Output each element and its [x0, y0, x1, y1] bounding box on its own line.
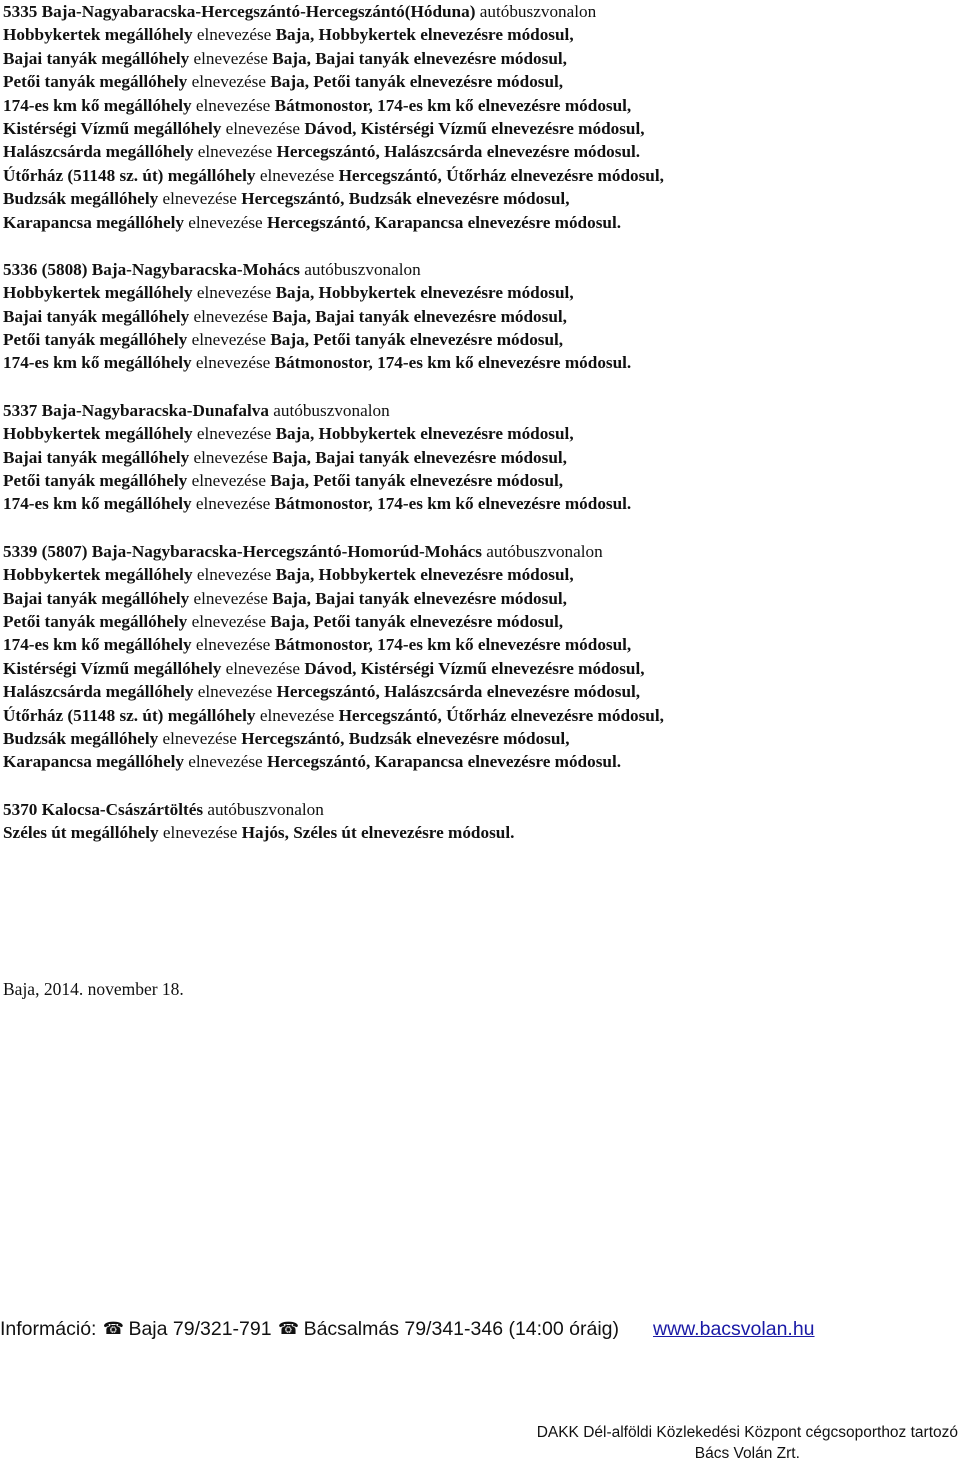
bold-text: Baja, Hobbykertek elnevezésre módosul, [275, 565, 574, 585]
stop-rename-line [3, 23, 953, 46]
route-heading [3, 798, 953, 821]
bold-text: Budzsák megállóhely [3, 728, 159, 748]
bold-text: Petői tanyák megállóhely [3, 72, 188, 92]
plain-text: elnevezése [255, 165, 339, 185]
bold-text: Hercegszántó, Halászcsárda elnevezésre módosul, [276, 682, 641, 702]
website-link[interactable]: www.bacsvolan.hu [653, 1318, 815, 1340]
bold-text: Baja, Petői tanyák elnevezésre módosul, [270, 611, 564, 631]
stop-rename-line [3, 657, 953, 680]
bold-text: Baja, Petői tanyák elnevezésre módosul, [270, 72, 564, 92]
bold-text: 174-es km kő megállóhely [3, 353, 192, 373]
stop-rename-line [3, 821, 953, 844]
bold-text: 5339 (5807) Baja-Nagybaracska-Hercegszántó-Homorúd-Mohács [3, 541, 482, 561]
bold-text: Hercegszántó, Budzsák elnevezésre módosul, [241, 189, 570, 209]
bold-text: Karapancsa megállóhely [3, 752, 184, 772]
bold-text: Karapancsa megállóhely [3, 212, 184, 232]
plain-text: elnevezése [187, 330, 271, 350]
bold-text: 174-es km kő megállóhely [3, 95, 192, 115]
announcement-body [3, 0, 953, 869]
bold-text: Hercegszántó, Útőrház elnevezésre módosul, [338, 165, 664, 185]
bold-text: 5335 Baja-Nagyabaracska-Hercegszántó-Hercegszántó(Hóduna) [3, 2, 476, 21]
stop-rename-line [3, 680, 953, 703]
bold-text: Hobbykertek megállóhely [3, 283, 193, 303]
phone-baja: Baja 79/321-791 [128, 1318, 272, 1340]
plain-text: elnevezése [189, 306, 273, 326]
stop-rename-line [3, 587, 953, 610]
bold-text: 5336 (5808) Baja-Nagybaracska-Mohács [3, 259, 300, 279]
stop-rename-line [3, 211, 953, 234]
stop-rename-line [3, 727, 953, 750]
bold-text: Bajai tanyák megállóhely [3, 306, 190, 326]
route-heading [3, 399, 953, 422]
plain-text: autóbuszvonalon [299, 259, 421, 279]
plain-text: autóbuszvonalon [481, 541, 603, 561]
bold-text: Hajós, Széles út elnevezésre módosul. [241, 823, 515, 843]
bold-text: Bátmonostor, 174-es km kő elnevezésre módosul, [274, 95, 632, 115]
route-section [3, 540, 953, 774]
plain-text: elnevezése [192, 565, 276, 585]
route-heading [3, 258, 953, 281]
plain-text: elnevezése [191, 95, 275, 115]
bold-text: Kistérségi Vízmű megállóhely [3, 118, 222, 138]
plain-text: elnevezése [158, 189, 242, 209]
plain-text: elnevezése [187, 611, 271, 631]
plain-text: autóbuszvonalon [203, 799, 324, 819]
bold-text: Baja, Petői tanyák elnevezésre módosul, [270, 330, 564, 350]
plain-text: elnevezése [189, 48, 273, 68]
route-section [3, 399, 953, 516]
bold-text: Baja, Hobbykertek elnevezésre módosul, [275, 25, 574, 45]
phone-bacsalmas: Bácsalmás 79/341-346 (14:00 óráig) [303, 1318, 620, 1340]
footer [537, 1422, 958, 1464]
plain-text: elnevezése [192, 283, 276, 303]
bold-text: Petői tanyák megállóhely [3, 330, 188, 350]
bold-text: Dávod, Kistérségi Vízmű elnevezésre módosul, [304, 118, 645, 138]
bold-text: Hercegszántó, Halászcsárda elnevezésre módosul. [276, 142, 641, 162]
stop-rename-line [3, 70, 953, 93]
plain-text: elnevezése [183, 752, 267, 772]
bold-text: Hobbykertek megállóhely [3, 424, 193, 444]
stop-rename-line [3, 492, 953, 515]
bold-text: Bátmonostor, 174-es km kő elnevezésre módosul, [274, 635, 632, 655]
bold-text: Petői tanyák megállóhely [3, 471, 188, 491]
route-heading [3, 540, 953, 563]
footer-company-group: DAKK Dél-alföldi Közlekedési Központ cégcsoporthoz tartozó [536, 1424, 958, 1441]
info-bar [0, 1316, 815, 1342]
stop-rename-line [3, 47, 953, 70]
bold-text: Dávod, Kistérségi Vízmű elnevezésre módosul, [304, 658, 645, 678]
plain-text: autóbuszvonalon [475, 2, 597, 21]
stop-rename-line [3, 94, 953, 117]
phone-icon: ☎ [102, 1319, 125, 1338]
plain-text: elnevezése [158, 728, 242, 748]
bold-text: 174-es km kő megállóhely [3, 635, 192, 655]
stop-rename-line [3, 140, 953, 163]
stop-rename-line [3, 469, 953, 492]
bold-text: Baja, Bajai tanyák elnevezésre módosul, [272, 447, 567, 467]
stop-rename-line [3, 187, 953, 210]
plain-text: elnevezése [255, 705, 339, 725]
stop-rename-line [3, 446, 953, 469]
stop-rename-line [3, 704, 953, 727]
plain-text: elnevezése [187, 471, 271, 491]
stop-rename-line [3, 351, 953, 374]
plain-text: elnevezése [191, 635, 275, 655]
bold-text: Hercegszántó, Útőrház elnevezésre módosul, [338, 705, 664, 725]
plain-text: elnevezése [183, 212, 267, 232]
plain-text: autóbuszvonalon [268, 400, 390, 420]
bold-text: Baja, Hobbykertek elnevezésre módosul, [275, 283, 574, 303]
plain-text: elnevezése [189, 588, 273, 608]
info-label: Információ: [0, 1318, 97, 1340]
bold-text: Baja, Bajai tanyák elnevezésre módosul, [272, 588, 567, 608]
bold-text: Petői tanyák megállóhely [3, 611, 188, 631]
bold-text: Hercegszántó, Karapancsa elnevezésre módosul. [266, 752, 622, 772]
bold-text: Baja, Bajai tanyák elnevezésre módosul, [272, 48, 567, 68]
bold-text: Hobbykertek megállóhely [3, 25, 193, 45]
stop-rename-line [3, 305, 953, 328]
plain-text: elnevezése [193, 682, 277, 702]
bold-text: Baja, Petői tanyák elnevezésre módosul, [270, 471, 564, 491]
bold-text: 5337 Baja-Nagybaracska-Dunafalva [3, 400, 269, 420]
bold-text: Bajai tanyák megállóhely [3, 588, 190, 608]
bold-text: 174-es km kő megállóhely [3, 494, 192, 514]
stop-rename-line [3, 563, 953, 586]
bold-text: Bajai tanyák megállóhely [3, 447, 190, 467]
bold-text: Útőrház (51148 sz. út) megállóhely [3, 165, 256, 185]
stop-rename-line [3, 328, 953, 351]
phone-icon: ☎ [277, 1319, 300, 1338]
stop-rename-line [3, 164, 953, 187]
stop-rename-line [3, 633, 953, 656]
bold-text: Budzsák megállóhely [3, 189, 159, 209]
bold-text: Baja, Bajai tanyák elnevezésre módosul, [272, 306, 567, 326]
bold-text: Kistérségi Vízmű megállóhely [3, 658, 222, 678]
date-line: Baja, 2014. november 18. [3, 979, 184, 999]
bold-text: Hercegszántó, Karapancsa elnevezésre módosul. [266, 212, 622, 232]
route-section [3, 798, 953, 845]
plain-text: elnevezése [221, 658, 305, 678]
plain-text: elnevezése [193, 142, 277, 162]
bold-text: Bátmonostor, 174-es km kő elnevezésre módosul. [274, 494, 632, 514]
bold-text: Baja, Hobbykertek elnevezésre módosul, [275, 424, 574, 444]
bold-text: Bátmonostor, 174-es km kő elnevezésre módosul. [274, 353, 632, 373]
plain-text: elnevezése [191, 353, 275, 373]
plain-text: elnevezése [158, 823, 242, 843]
stop-rename-line [3, 610, 953, 633]
bold-text: Széles út megállóhely [3, 823, 159, 843]
stop-rename-line [3, 750, 953, 773]
plain-text: elnevezése [187, 72, 271, 92]
plain-text: elnevezése [221, 118, 305, 138]
plain-text: elnevezése [192, 25, 276, 45]
stop-rename-line [3, 281, 953, 304]
bold-text: Halászcsárda megállóhely [3, 682, 194, 702]
bold-text: Útőrház (51148 sz. út) megállóhely [3, 705, 256, 725]
stop-rename-line [3, 422, 953, 445]
bold-text: Hobbykertek megállóhely [3, 565, 193, 585]
bold-text: Halászcsárda megállóhely [3, 142, 194, 162]
stop-rename-line [3, 117, 953, 140]
footer-company-name: Bács Volán Zrt. [694, 1445, 800, 1462]
plain-text: elnevezése [192, 424, 276, 444]
route-section [3, 258, 953, 375]
bold-text: Bajai tanyák megállóhely [3, 48, 190, 68]
route-section [3, 0, 953, 234]
route-heading [3, 0, 953, 23]
plain-text: elnevezése [191, 494, 275, 514]
plain-text: elnevezése [189, 447, 273, 467]
bold-text: 5370 Kalocsa-Császártöltés [3, 799, 204, 819]
bold-text: Hercegszántó, Budzsák elnevezésre módosul, [241, 728, 570, 748]
